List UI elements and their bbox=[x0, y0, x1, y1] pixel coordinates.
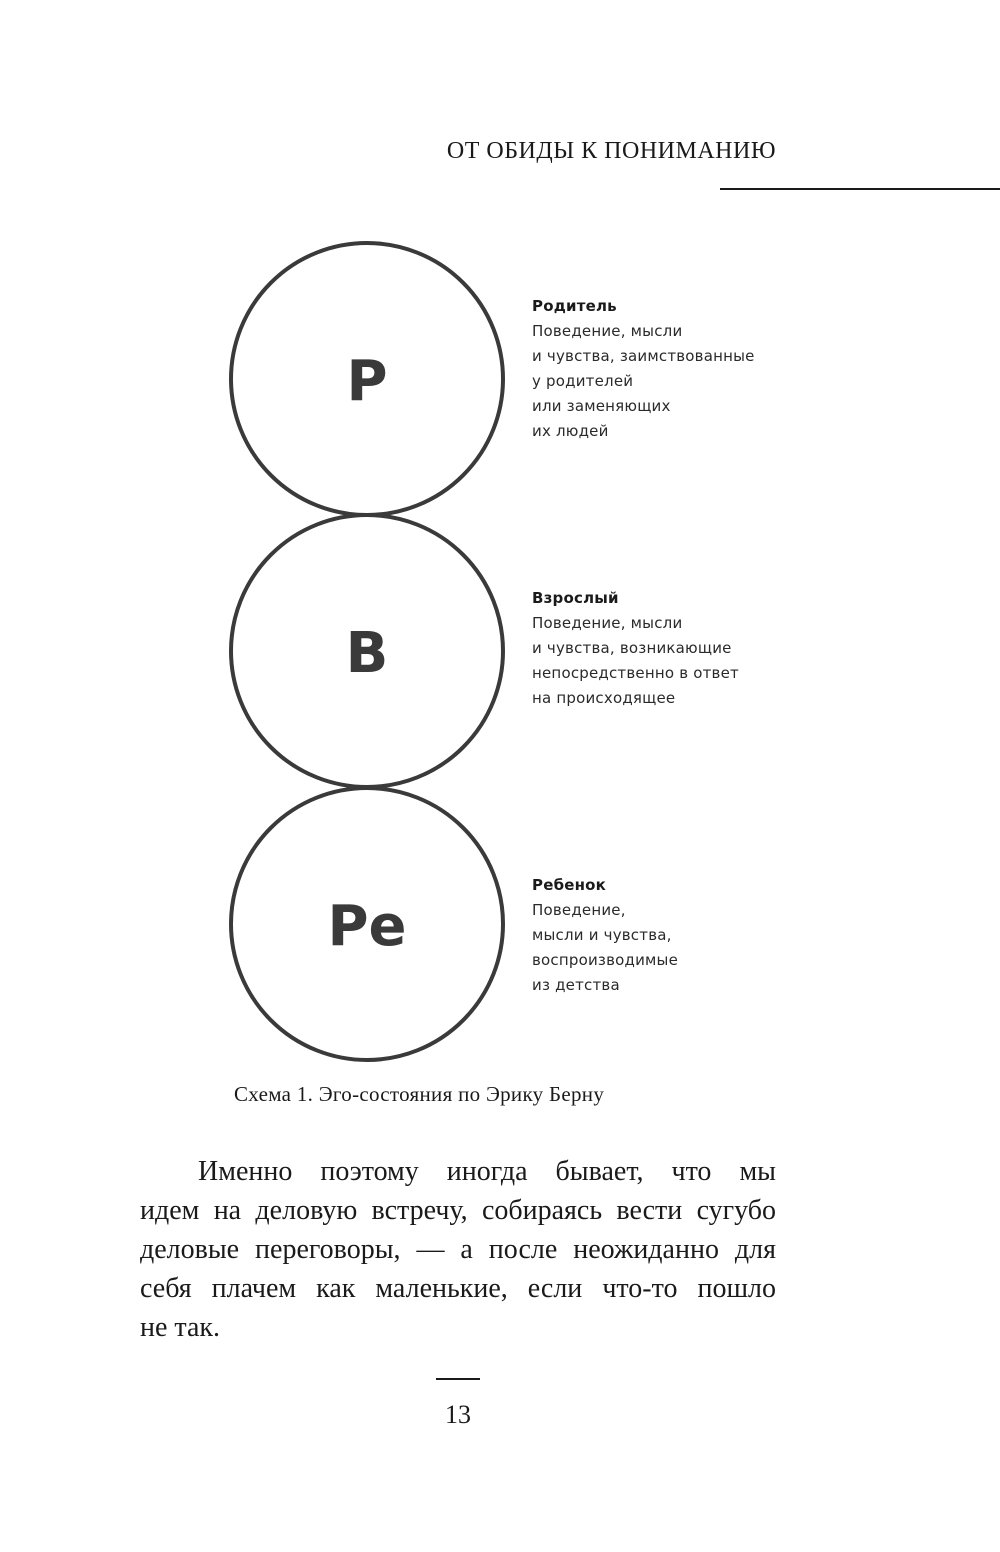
child-description bbox=[532, 873, 678, 998]
child-letter: Ре bbox=[327, 894, 407, 959]
adult-title: Взрослый bbox=[532, 589, 619, 607]
adult-desc-line: непосредственно в ответ bbox=[532, 664, 739, 682]
diagram-caption: Схема 1. Эго-состояния по Эрику Берну bbox=[234, 1082, 605, 1106]
child-desc-line: Поведение, bbox=[532, 901, 626, 919]
page-number: 13 bbox=[445, 1400, 471, 1429]
adult-description bbox=[532, 586, 739, 711]
adult-desc-line: и чувства, возникающие bbox=[532, 639, 732, 657]
parent-desc-line: у родителей bbox=[532, 372, 634, 390]
child-desc-line: воспроизводимые bbox=[532, 951, 679, 969]
parent-desc-line: Поведение, мысли bbox=[532, 322, 683, 340]
parent-description bbox=[532, 294, 755, 444]
child-desc-line: мысли и чувства, bbox=[532, 926, 672, 944]
body-line: не так. bbox=[140, 1312, 221, 1343]
body-line: Именно поэтому иногда бывает, что мы bbox=[198, 1156, 776, 1187]
running-title: ОТ ОБИДЫ К ПОНИМАНИЮ bbox=[446, 138, 776, 164]
body-line: себя плачем как маленькие, если что-то пошло bbox=[140, 1273, 776, 1304]
adult-desc-line: Поведение, мысли bbox=[532, 614, 683, 632]
child-desc-line: из детства bbox=[532, 976, 620, 994]
adult-letter: В bbox=[345, 621, 389, 686]
parent-desc-line: и чувства, заимствованные bbox=[532, 347, 755, 365]
body-paragraph bbox=[140, 1152, 776, 1347]
body-line: идем на деловую встречу, собираясь вести сугубо bbox=[140, 1195, 776, 1226]
parent-desc-line: их людей bbox=[532, 422, 609, 440]
parent-letter: Р bbox=[346, 349, 388, 414]
footer-rule bbox=[436, 1378, 480, 1380]
parent-title: Родитель bbox=[532, 297, 617, 315]
adult-desc-line: на происходящее bbox=[532, 689, 676, 707]
child-title: Ребенок bbox=[532, 876, 607, 894]
body-line: деловые переговоры, — а после неожиданно для bbox=[140, 1234, 776, 1265]
parent-desc-line: или заменяющих bbox=[532, 397, 671, 415]
